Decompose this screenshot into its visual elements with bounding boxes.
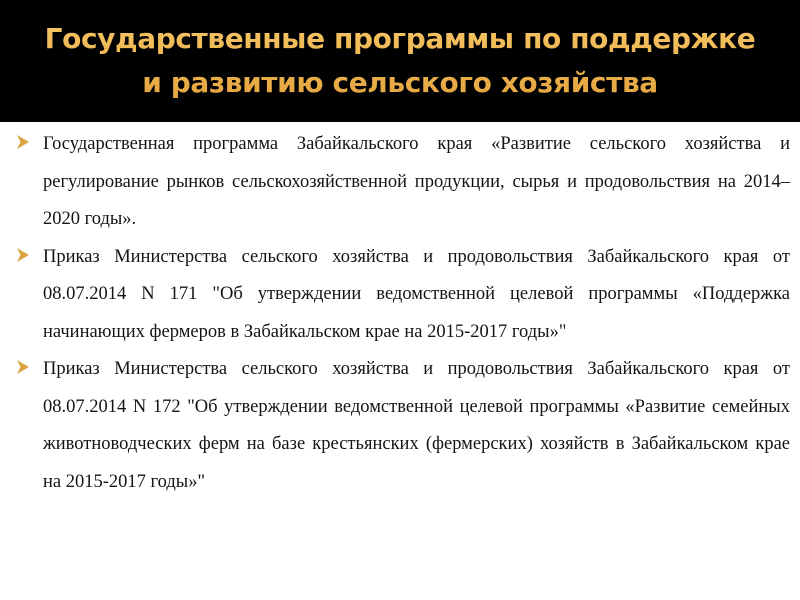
bullet-text: Приказ Министерства сельского хозяйства и продовольствия Забайкальского края от 08.07.2014 N 171 "Об утверждении ведомственной целевой программы «Поддержка начинающих фермеров в Забайкальском крае на 2015-2017 годы»" — [43, 246, 790, 342]
bullet-text: Государственная программа Забайкальского края «Развитие сельского хозяйства и регулирование рынков сельскохозяйственной продукции, сырья и продовольствия на 2014–2020 годы». — [43, 134, 790, 229]
arrow-bullet-icon — [17, 135, 29, 149]
slide-content — [0, 122, 800, 600]
slide-title-line-2: и развитию сельского хозяйства — [142, 66, 658, 99]
arrow-bullet-icon — [17, 248, 29, 262]
slide-title-line-1: Государственные программы по поддержке — [44, 22, 756, 55]
bullet-item — [17, 239, 790, 352]
title-bar — [0, 0, 800, 122]
slide-title — [25, 17, 776, 105]
arrow-bullet-icon — [17, 360, 29, 374]
bullet-text: Приказ Министерства сельского хозяйства и продовольствия Забайкальского края от 08.07.2014 N 172 "Об утверждении ведомственной целевой программы «Развитие семейных животноводческих ферм на базе крестьянских (фермерских) хозяйств в Забайкальском крае на 2015-2017 годы»" — [43, 359, 790, 492]
bullet-list — [0, 122, 800, 501]
bullet-item — [17, 351, 790, 501]
bullet-item — [17, 126, 790, 239]
